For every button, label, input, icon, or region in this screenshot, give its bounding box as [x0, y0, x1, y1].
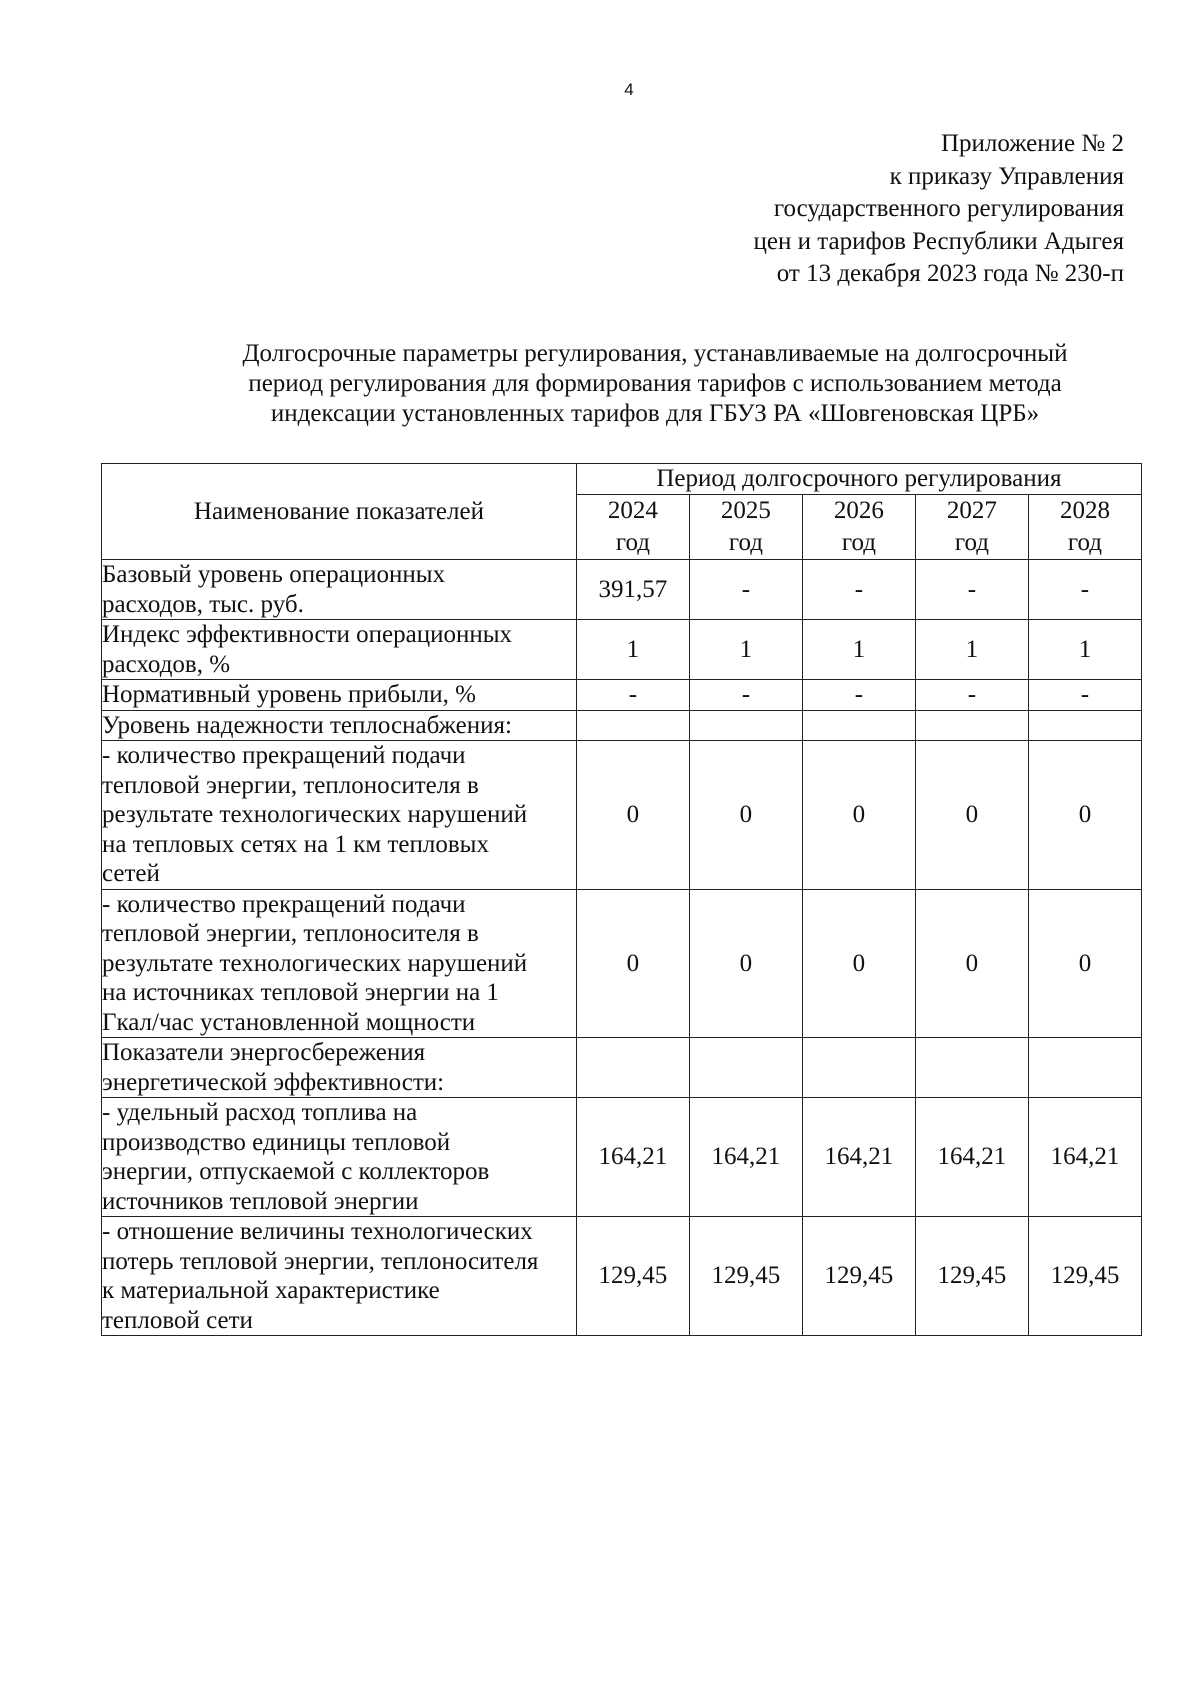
- row-name-line: производство единицы тепловой: [102, 1128, 451, 1156]
- row-name-line: потерь тепловой энергии, теплоносителя: [102, 1247, 539, 1275]
- year-label: 2024: [607, 497, 658, 524]
- table-row: [102, 620, 1142, 680]
- value-cell: 0: [915, 889, 1028, 1038]
- table-row: [102, 680, 1142, 711]
- year-label: 2028: [1059, 497, 1110, 524]
- row-name-line: к материальной характеристике: [102, 1277, 440, 1304]
- value-cell: 0: [689, 889, 802, 1038]
- row-name-cell: [102, 710, 577, 741]
- year-header: [576, 495, 689, 560]
- row-name-line: сетей: [102, 860, 160, 887]
- value-cell: -: [576, 680, 689, 711]
- row-name-line: расходов, тыс. руб.: [102, 590, 304, 618]
- value-cell: 0: [802, 889, 915, 1038]
- page-number: 4: [624, 80, 634, 99]
- value-cell: -: [1028, 560, 1141, 620]
- year-label: 2025: [720, 497, 771, 524]
- value-cell: 0: [689, 741, 802, 890]
- value-cell: [576, 710, 689, 741]
- value-cell: [1028, 710, 1141, 741]
- value-cell: 1: [802, 620, 915, 680]
- table-row: [102, 1098, 1142, 1217]
- row-name-line: тепловой энергии, теплоносителя в: [102, 771, 479, 799]
- year-unit: год: [841, 529, 876, 556]
- value-cell: 164,21: [689, 1098, 802, 1217]
- value-cell: 0: [915, 741, 1028, 890]
- value-cell: [915, 1038, 1028, 1098]
- value-cell: 164,21: [915, 1098, 1028, 1217]
- row-name-line: тепловой сети: [102, 1306, 253, 1334]
- value-cell: -: [689, 560, 802, 620]
- row-name-line: - удельный расход топлива на: [102, 1099, 418, 1126]
- year-unit: год: [615, 529, 650, 556]
- row-name-line: Индекс эффективности операционных: [102, 621, 513, 648]
- value-cell: 164,21: [576, 1098, 689, 1217]
- row-name-line: результате технологических нарушений: [102, 949, 528, 977]
- value-cell: [689, 1038, 802, 1098]
- title-line: индексации установленных тарифов для ГБУЗ РА «Шовгеновская ЦРБ»: [270, 400, 1040, 427]
- row-name-cell: [102, 560, 577, 620]
- year-unit: год: [954, 529, 989, 556]
- year-header: [689, 495, 802, 560]
- row-name-cell: [102, 741, 577, 890]
- title-line: Долгосрочные параметры регулирования, устанавливаемые на долгосрочный: [242, 340, 1068, 367]
- value-cell: 129,45: [802, 1217, 915, 1336]
- value-cell: 0: [1028, 889, 1141, 1038]
- row-name-line: энергии, отпускаемой с коллекторов: [102, 1158, 490, 1185]
- parameters-table: [101, 463, 1142, 1336]
- row-name-line: расходов, %: [102, 650, 231, 678]
- value-cell: [915, 710, 1028, 741]
- row-name-cell: [102, 1098, 577, 1217]
- row-name-line: Показатели энергосбережения: [102, 1039, 426, 1066]
- row-name-line: - количество прекращений подачи: [102, 890, 466, 918]
- row-name-line: Гкал/час установленной мощности: [102, 1008, 476, 1036]
- row-name-line: - количество прекращений подачи: [102, 742, 466, 769]
- value-cell: [689, 710, 802, 741]
- period-header: Период долгосрочного регулирования: [576, 464, 1141, 495]
- value-cell: [576, 1038, 689, 1098]
- year-unit: год: [1067, 529, 1103, 556]
- value-cell: 0: [802, 741, 915, 890]
- value-cell: 164,21: [802, 1098, 915, 1217]
- value-cell: 391,57: [576, 560, 689, 620]
- year-header: [802, 495, 915, 560]
- name-column-header: Наименование показателей: [102, 464, 577, 560]
- row-name-cell: [102, 889, 577, 1038]
- value-cell: -: [802, 560, 915, 620]
- row-name-cell: [102, 680, 577, 711]
- value-cell: -: [802, 680, 915, 711]
- table-row: [102, 1217, 1142, 1336]
- value-cell: [1028, 1038, 1141, 1098]
- row-name-line: - отношение величины технологических: [102, 1218, 533, 1245]
- row-name-cell: [102, 1038, 577, 1098]
- appendix-header: [754, 128, 1124, 291]
- appendix-line: от 13 декабря 2023 года № 230-п: [776, 260, 1124, 287]
- year-header: [915, 495, 1028, 560]
- row-name-line: энергетической эффективности:: [102, 1068, 445, 1096]
- row-name-line: источников тепловой энергии: [102, 1187, 419, 1215]
- document-title: [170, 339, 1140, 429]
- value-cell: 129,45: [576, 1217, 689, 1336]
- value-cell: 1: [576, 620, 689, 680]
- appendix-line: государственного регулирования: [773, 195, 1124, 222]
- value-cell: 1: [689, 620, 802, 680]
- value-cell: 129,45: [1028, 1217, 1141, 1336]
- appendix-line: к приказу Управления: [889, 162, 1124, 190]
- row-name-cell: [102, 620, 577, 680]
- value-cell: 1: [915, 620, 1028, 680]
- year-label: 2026: [833, 497, 884, 524]
- table-row: [102, 889, 1142, 1038]
- row-name-cell: [102, 1217, 577, 1336]
- table-row: [102, 710, 1142, 741]
- value-cell: [802, 710, 915, 741]
- year-header: [1028, 495, 1141, 560]
- row-name-line: результате технологических нарушений: [102, 801, 528, 828]
- appendix-line: Приложение № 2: [940, 130, 1124, 157]
- row-name-line: Уровень надежности теплоснабжения:: [102, 711, 512, 739]
- value-cell: 0: [576, 889, 689, 1038]
- value-cell: [802, 1038, 915, 1098]
- row-name-line: на источниках тепловой энергии на 1: [102, 979, 499, 1006]
- value-cell: -: [1028, 680, 1141, 711]
- table-row: [102, 560, 1142, 620]
- row-name-line: тепловой энергии, теплоносителя в: [102, 920, 479, 947]
- title-line: период регулирования для формирования тарифов с использованием метода: [248, 370, 1062, 397]
- value-cell: -: [689, 680, 802, 711]
- year-label: 2027: [946, 497, 997, 524]
- value-cell: 164,21: [1028, 1098, 1141, 1217]
- value-cell: 1: [1028, 620, 1141, 680]
- table-header-row: [102, 464, 1142, 495]
- row-name-line: Базовый уровень операционных: [102, 561, 446, 588]
- value-cell: -: [915, 560, 1028, 620]
- value-cell: -: [915, 680, 1028, 711]
- row-name-line: Нормативный уровень прибыли, %: [102, 681, 476, 708]
- row-name-line: на тепловых сетях на 1 км тепловых: [102, 830, 489, 858]
- value-cell: 129,45: [689, 1217, 802, 1336]
- value-cell: 129,45: [915, 1217, 1028, 1336]
- year-unit: год: [728, 529, 763, 556]
- appendix-line: цен и тарифов Республики Адыгея: [753, 227, 1124, 255]
- value-cell: 0: [1028, 741, 1141, 890]
- table-row: [102, 1038, 1142, 1098]
- table-row: [102, 741, 1142, 890]
- value-cell: 0: [576, 741, 689, 890]
